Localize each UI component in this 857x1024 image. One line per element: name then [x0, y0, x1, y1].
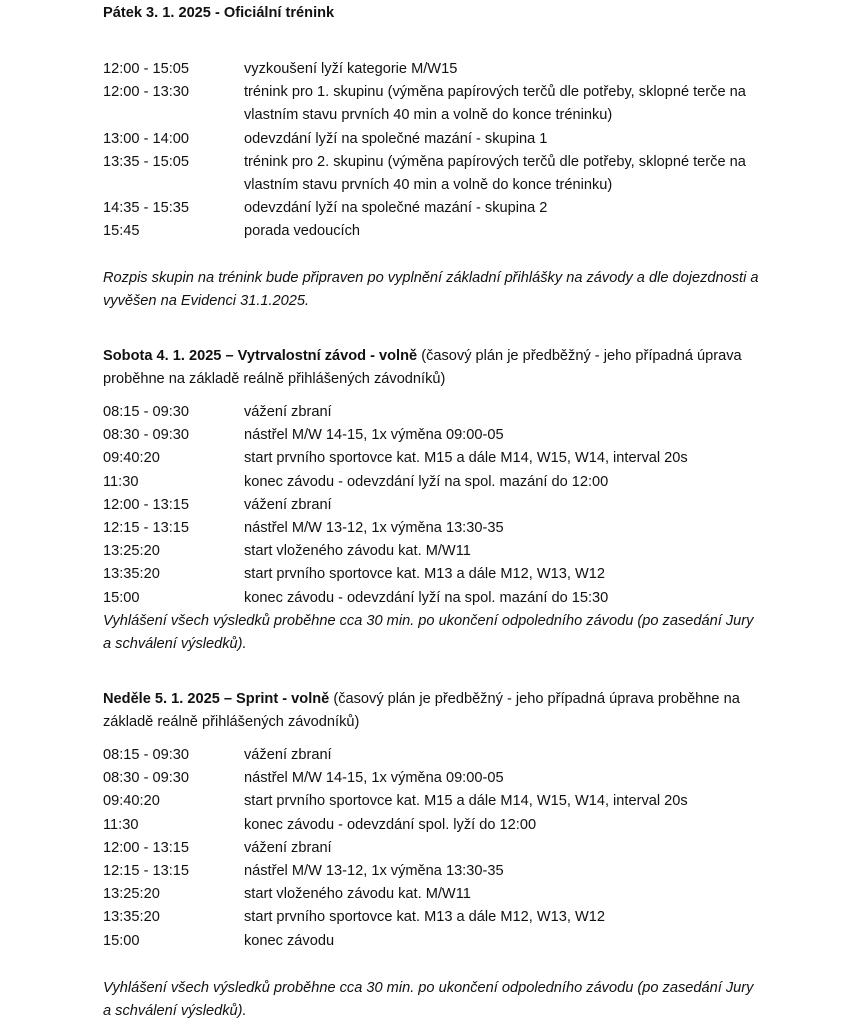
section-title-suffix: (časový plán je předběžný - jeho případná úprava proběhne na základě reálně přihlášených závodníků) [103, 691, 740, 731]
schedule-description: porada vedoucích [244, 223, 361, 240]
schedule-row [0, 471, 857, 494]
schedule-time: 13:25:20 [103, 543, 160, 560]
schedule-time: 08:15 - 09:30 [103, 747, 190, 763]
schedule-description: trénink pro 1. skupinu (výměna papírových terčů dle potřeby, sklopné terče na vlastním stavu prvních 40 min a volně do konce tréninku) [244, 84, 746, 124]
schedule-row [0, 883, 857, 906]
section-title: Neděle 5. 1. 2025 – Sprint - volně [103, 691, 330, 707]
schedule-description: trénink pro 2. skupinu (výměna papírových terčů dle potřeby, sklopné terče na vlastním stavu prvních 40 min a volně do konce tréninku) [244, 153, 746, 194]
schedule-time: 08:30 - 09:30 [103, 427, 190, 444]
schedule-row [0, 220, 857, 243]
schedule-row [0, 197, 857, 220]
schedule-saturday [0, 401, 857, 610]
schedule-description: vyzkoušení lyží kategorie M/W15 [244, 61, 458, 77]
section-note: Vyhlášení všech výsledků proběhne cca 30 min. po ukončení odpoledního závodu (po zasedání Jury a schválení výsledků). [103, 980, 754, 1020]
schedule-row [0, 837, 857, 860]
schedule-description: nástřel M/W 13-12, 1x výměna 13:30-35 [244, 863, 504, 880]
schedule-time: 08:30 - 09:30 [103, 770, 190, 787]
schedule-time: 12:00 - 13:15 [103, 839, 190, 856]
schedule-time: 11:30 [103, 816, 139, 833]
schedule-description: vážení zbraní [244, 839, 332, 856]
schedule-time: 12:00 - 13:15 [103, 496, 190, 513]
schedule-row [0, 744, 857, 767]
schedule-time: 09:40:20 [103, 793, 160, 810]
section-title: Pátek 3. 1. 2025 - Oficiální trénink [103, 5, 335, 21]
schedule-row [0, 517, 857, 540]
schedule-row [0, 424, 857, 447]
schedule-description: nástřel M/W 14-15, 1x výměna 09:00-05 [244, 427, 504, 444]
schedule-description: odevzdání lyží na společné mazání - skupina 2 [244, 200, 548, 217]
schedule-time: 12:00 - 13:30 [103, 84, 190, 101]
schedule-time: 08:15 - 09:30 [103, 404, 190, 420]
section-heading-saturday [103, 345, 763, 391]
schedule-row [0, 81, 857, 127]
schedule-row [0, 540, 857, 563]
schedule-time: 15:00 [103, 932, 140, 949]
schedule-time: 15:45 [103, 223, 140, 240]
schedule-description: nástřel M/W 14-15, 1x výměna 09:00-05 [244, 770, 504, 787]
schedule-row [0, 494, 857, 517]
section-heading-sunday [103, 688, 763, 734]
schedule-description: konec závodu - odevzdání lyží na spol. mazání do 15:30 [244, 589, 609, 606]
schedule-row [0, 790, 857, 813]
schedule-row [0, 587, 857, 610]
schedule-sunday [0, 744, 857, 953]
schedule-row [0, 906, 857, 929]
schedule-time: 13:00 - 14:00 [103, 130, 190, 147]
schedule-friday [0, 58, 857, 244]
schedule-description: konec závodu [244, 932, 335, 949]
schedule-row [0, 151, 857, 197]
schedule-description: vážení zbraní [244, 747, 332, 763]
schedule-time: 12:15 - 13:15 [103, 520, 190, 537]
schedule-time: 13:35:20 [103, 566, 160, 583]
schedule-row [0, 814, 857, 837]
schedule-description: start prvního sportovce kat. M15 a dále M14, W15, W14, interval 20s [244, 793, 688, 810]
schedule-time: 13:35:20 [103, 909, 160, 926]
schedule-description: vážení zbraní [244, 404, 332, 420]
section-title: Sobota 4. 1. 2025 – Vytrvalostní závod - volně [103, 348, 418, 364]
schedule-row [0, 447, 857, 470]
schedule-time: 13:35 - 15:05 [103, 153, 190, 170]
schedule-time: 14:35 - 15:35 [103, 200, 190, 217]
schedule-row [0, 563, 857, 586]
schedule-row [0, 860, 857, 883]
schedule-time: 12:00 - 15:05 [103, 61, 190, 77]
schedule-time: 13:25:20 [103, 886, 160, 903]
section-title-suffix: (časový plán je předběžný - jeho případná úprava proběhne na základě reálně přihlášených závodníků) [103, 348, 742, 388]
schedule-description: konec závodu - odevzdání lyží na spol. mazání do 12:00 [244, 473, 609, 490]
schedule-row [0, 58, 857, 81]
schedule-description: start prvního sportovce kat. M13 a dále M12, W13, W12 [244, 909, 605, 926]
section-note: Vyhlášení všech výsledků proběhne cca 30 min. po ukončení odpoledního závodu (po zasedání Jury a schválení výsledků). [103, 613, 754, 653]
section-heading-friday [103, 2, 763, 25]
schedule-time: 11:30 [103, 473, 139, 490]
schedule-time: 12:15 - 13:15 [103, 863, 190, 880]
schedule-row [0, 128, 857, 151]
schedule-row [0, 767, 857, 790]
schedule-description: start prvního sportovce kat. M15 a dále M14, W15, W14, interval 20s [244, 450, 688, 467]
schedule-description: start prvního sportovce kat. M13 a dále M12, W13, W12 [244, 566, 605, 583]
schedule-description: nástřel M/W 13-12, 1x výměna 13:30-35 [244, 520, 504, 537]
schedule-time: 09:40:20 [103, 450, 160, 467]
section-note: Rozpis skupin na trénink bude připraven po vyplnění základní přihlášky na závody a dle dojezdnosti a vyvěšen na Evidenci 31.1.2025. [103, 270, 759, 310]
schedule-description: vážení zbraní [244, 496, 332, 513]
schedule-description: odevzdání lyží na společné mazání - skupina 1 [244, 130, 548, 147]
schedule-row [0, 930, 857, 953]
schedule-description: start vloženého závodu kat. M/W11 [244, 543, 471, 560]
schedule-row [0, 401, 857, 424]
schedule-description: start vloženého závodu kat. M/W11 [244, 886, 471, 903]
schedule-description: konec závodu - odevzdání spol. lyží do 12:00 [244, 816, 537, 833]
schedule-time: 15:00 [103, 589, 140, 606]
